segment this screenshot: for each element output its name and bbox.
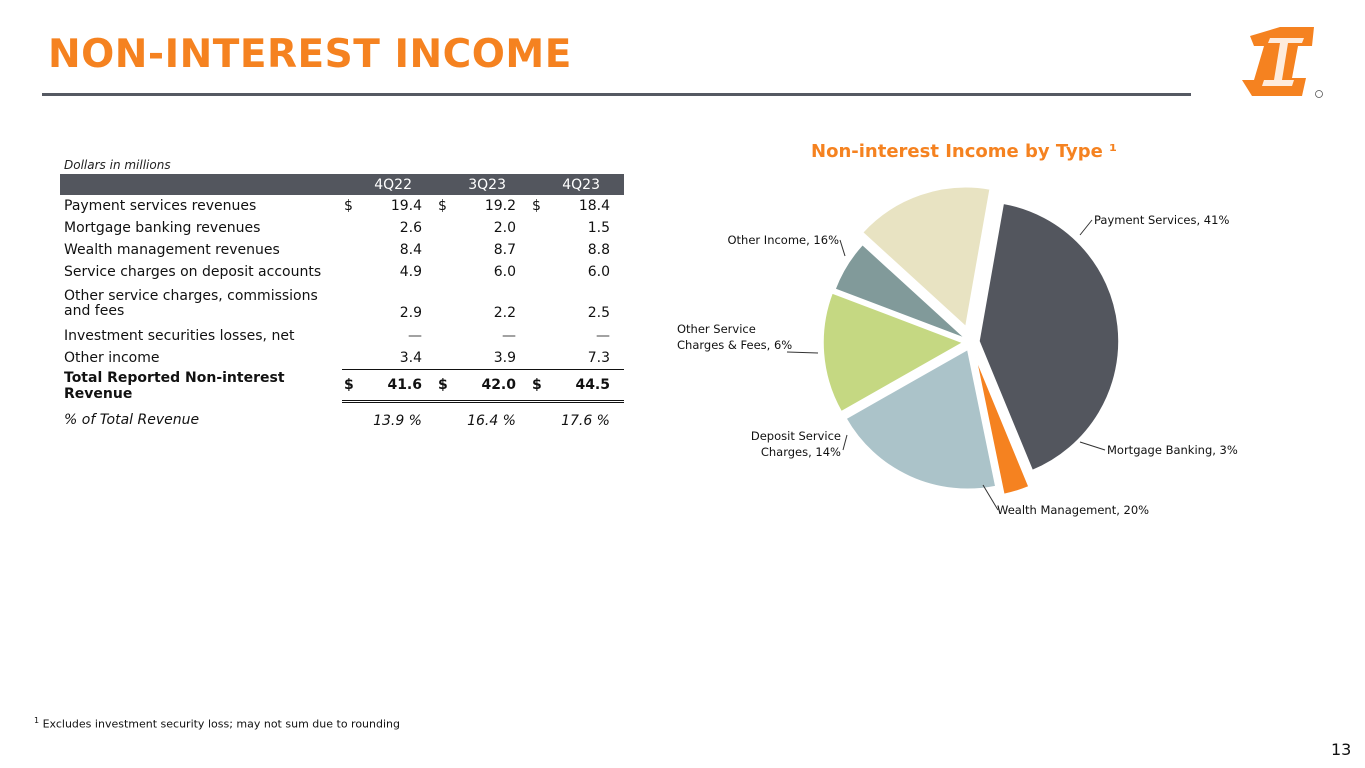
cell-value: 8.8 (587, 242, 610, 258)
cell-value: 8.7 (493, 242, 516, 258)
table-header-row (60, 174, 624, 195)
cell-value: — (596, 328, 610, 344)
row-label: Other income (64, 350, 160, 367)
table-row (60, 283, 624, 325)
dollar-sign: $ (438, 198, 447, 214)
label-leader-line (983, 485, 998, 510)
table-row (60, 347, 624, 370)
cell-value: 2.9 (399, 305, 422, 321)
percent-value: 17.6 % (561, 413, 610, 429)
column-header-3q23: 3Q23 (436, 174, 530, 195)
table-row (60, 239, 624, 261)
row-label: Investment securities losses, net (64, 328, 295, 344)
page-title: NON-INTEREST INCOME (48, 32, 572, 77)
bank-logo (1240, 24, 1324, 100)
cell-value: 4.9 (399, 264, 422, 280)
header-blank (60, 174, 342, 195)
cell-value: 8.4 (399, 242, 422, 258)
label-leader-line (843, 435, 847, 450)
dollar-sign: $ (530, 370, 546, 402)
cell-value: 18.4 (578, 198, 610, 214)
label-leader-line (787, 352, 818, 353)
slice-label: Mortgage Banking, 3% (1107, 443, 1238, 457)
cell-value: — (408, 328, 422, 344)
table-row (60, 217, 624, 239)
footnote (34, 716, 400, 731)
units-note: Dollars in millions (64, 158, 171, 172)
slice-label: Payment Services, 41% (1094, 213, 1230, 227)
cell-value: 6.0 (493, 264, 516, 280)
label-leader-line (1080, 442, 1105, 450)
total-value: 44.5 (546, 370, 624, 402)
total-label: Total Reported Non-interest Revenue (64, 369, 285, 402)
column-header-4q23: 4Q23 (530, 174, 624, 195)
table-row (60, 261, 624, 283)
label-leader-line (840, 240, 845, 256)
slice-label: Deposit Service (750, 429, 841, 443)
cell-value: 3.9 (493, 350, 516, 366)
slice-label: Other Service (677, 322, 756, 336)
pie-chart (640, 120, 1260, 540)
cell-value: 3.4 (399, 350, 422, 366)
income-table (60, 174, 624, 439)
chart-title: Non-interest Income by Type ¹ (811, 141, 1117, 162)
cell-value: 1.5 (587, 220, 610, 236)
row-label: Mortgage banking revenues (64, 220, 261, 236)
percent-value: 16.4 % (467, 413, 516, 429)
dollar-sign: $ (344, 198, 353, 214)
title-divider (42, 93, 1191, 96)
slice-label: Charges & Fees, 6% (677, 338, 793, 352)
slice-label: Wealth Management, 20% (997, 503, 1150, 517)
percent-label: % of Total Revenue (64, 412, 200, 429)
cell-value: 2.5 (587, 305, 610, 321)
percent-value: 13.9 % (373, 413, 422, 429)
row-label: Service charges on deposit accounts (64, 264, 322, 280)
slice-label: Other Income, 16% (727, 233, 839, 247)
row-label: Wealth management revenues (64, 242, 280, 258)
cell-value: — (502, 328, 516, 344)
table-row (60, 195, 624, 217)
dollar-sign: $ (436, 370, 452, 402)
total-value: 42.0 (452, 370, 530, 402)
cell-value: 2.2 (493, 305, 516, 321)
cell-value: 7.3 (587, 350, 610, 366)
cell-value: 2.6 (399, 220, 422, 236)
label-leader-line (1080, 220, 1092, 235)
page-number: 13 (1331, 740, 1352, 759)
table-row (60, 325, 624, 347)
row-label: Other service charges, commissions and fees (64, 288, 318, 319)
row-label: Payment services revenues (64, 198, 257, 214)
total-value: 41.6 (358, 370, 436, 402)
cell-value: 19.4 (390, 198, 422, 214)
total-row (60, 370, 624, 402)
footnote-text: Excludes investment security loss; may not sum due to rounding (42, 717, 400, 731)
cell-value: 2.0 (493, 220, 516, 236)
footnote-marker: 1 (34, 716, 40, 725)
cell-value: 6.0 (587, 264, 610, 280)
cell-value: 19.2 (484, 198, 516, 214)
dollar-sign: $ (532, 198, 541, 214)
percent-row (60, 402, 624, 440)
slice-label: Charges, 14% (760, 445, 841, 459)
dollar-sign: $ (342, 370, 358, 402)
column-header-4q22: 4Q22 (342, 174, 436, 195)
